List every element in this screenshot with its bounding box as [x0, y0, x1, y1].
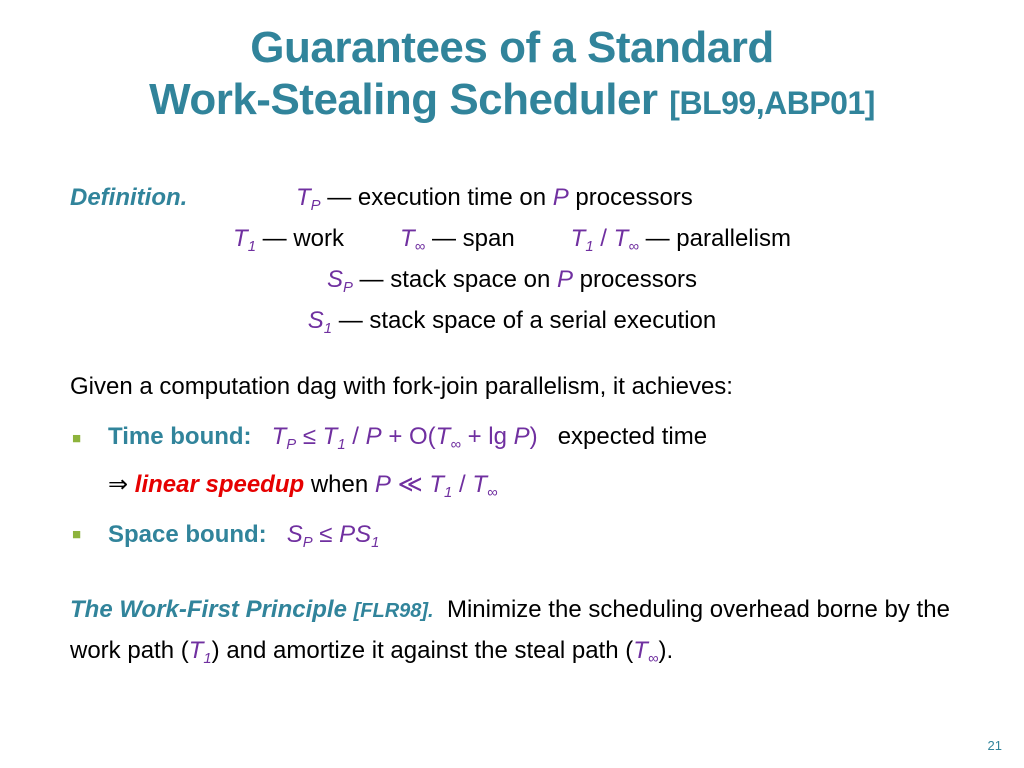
slash: / [345, 423, 366, 450]
var-p: P [513, 423, 530, 450]
def-text: — stack space on [352, 266, 557, 293]
definition-work-span [0, 224, 1024, 254]
title-line-1: Guarantees of a Standard [250, 23, 774, 72]
page-number: 21 [987, 738, 1002, 753]
sub-1: 1 [323, 321, 333, 338]
def-text: — stack space of a serial execution [332, 307, 717, 334]
op-ll: ≪ [390, 471, 430, 498]
definition-sp [0, 265, 1024, 295]
var-t: T [435, 423, 451, 450]
var-t: T [188, 637, 204, 664]
var-t: T [429, 471, 445, 498]
sub-1: 1 [444, 485, 453, 502]
sub-1: 1 [203, 651, 212, 668]
sub-p: P [302, 535, 313, 552]
when-text: when [304, 471, 375, 498]
var-ps: PS [339, 521, 372, 548]
sub-p: P [286, 437, 297, 454]
sub-inf: ∞ [647, 651, 659, 668]
var-p: P [365, 423, 382, 450]
sub-1: 1 [247, 239, 256, 256]
bullet-icon: ■ [72, 430, 82, 447]
var-t: T [570, 225, 586, 252]
sub-p: P [310, 198, 321, 215]
linear-speedup: linear speedup [134, 471, 305, 498]
var-t: T [613, 225, 629, 252]
given-text: Given a computation dag with fork-join parallelism, it achieves: [70, 373, 733, 400]
definition-s1 [0, 306, 1024, 336]
var-p: P [556, 266, 573, 293]
work-first-principle [70, 590, 980, 671]
big-o: + O( [381, 423, 436, 450]
sub-inf: ∞ [414, 239, 426, 256]
slash: / [452, 471, 473, 498]
def-text: processors [573, 266, 698, 293]
definition-tp [296, 183, 693, 213]
speedup-line [108, 470, 498, 500]
op-le: ≤ [296, 423, 323, 450]
time-bound-label: Time bound: [108, 423, 252, 450]
var-t: T [271, 423, 287, 450]
bullet-icon: ■ [72, 526, 82, 543]
space-bound [108, 520, 379, 550]
sub-inf: ∞ [450, 437, 461, 454]
var-t: T [633, 637, 648, 664]
sub-p: P [342, 280, 353, 297]
paren-close: ) [529, 423, 538, 450]
sub-1: 1 [371, 535, 380, 552]
var-t: T [296, 184, 311, 211]
var-s: S [326, 266, 343, 293]
def-text: — execution time on [320, 184, 553, 211]
var-t: T [322, 423, 338, 450]
time-bound-tail: expected time [557, 423, 708, 450]
var-s: S [307, 307, 324, 334]
title-line-2 [0, 74, 1024, 129]
def-text: — parallelism [638, 225, 791, 252]
implies-icon: ⇒ [108, 471, 129, 498]
sub-inf: ∞ [628, 239, 639, 256]
definition-label: Definition. [70, 184, 188, 211]
sub-1: 1 [585, 239, 594, 256]
slide-title [0, 22, 1024, 129]
var-t: T [233, 225, 248, 252]
op-le: ≤ [312, 521, 340, 548]
slash: / [593, 225, 614, 252]
def-text: — span [425, 225, 515, 252]
var-p: P [552, 184, 569, 211]
title-line-2-text: Work-Stealing Scheduler [149, 75, 658, 124]
principle-text: ) and amortize it against the steal path ( [211, 637, 634, 664]
space-bound-label: Space bound: [108, 521, 267, 548]
principle-text: Minimize the scheduling overhead borne by the work path ( [70, 596, 950, 664]
principle-title: The Work-First Principle [70, 596, 347, 623]
sub-inf: ∞ [487, 485, 498, 502]
def-text: — work [255, 225, 344, 252]
var-t: T [400, 225, 415, 252]
var-p: P [374, 471, 391, 498]
var-s: S [286, 521, 303, 548]
principle-text: ). [658, 637, 674, 664]
op-lg: + lg [460, 423, 514, 450]
var-t: T [472, 471, 488, 498]
sub-1: 1 [337, 437, 346, 454]
def-text: processors [568, 184, 693, 211]
title-citation: [BL99,ABP01] [669, 85, 875, 121]
principle-cite: [FLR98]. [353, 600, 434, 622]
time-bound [108, 422, 707, 452]
